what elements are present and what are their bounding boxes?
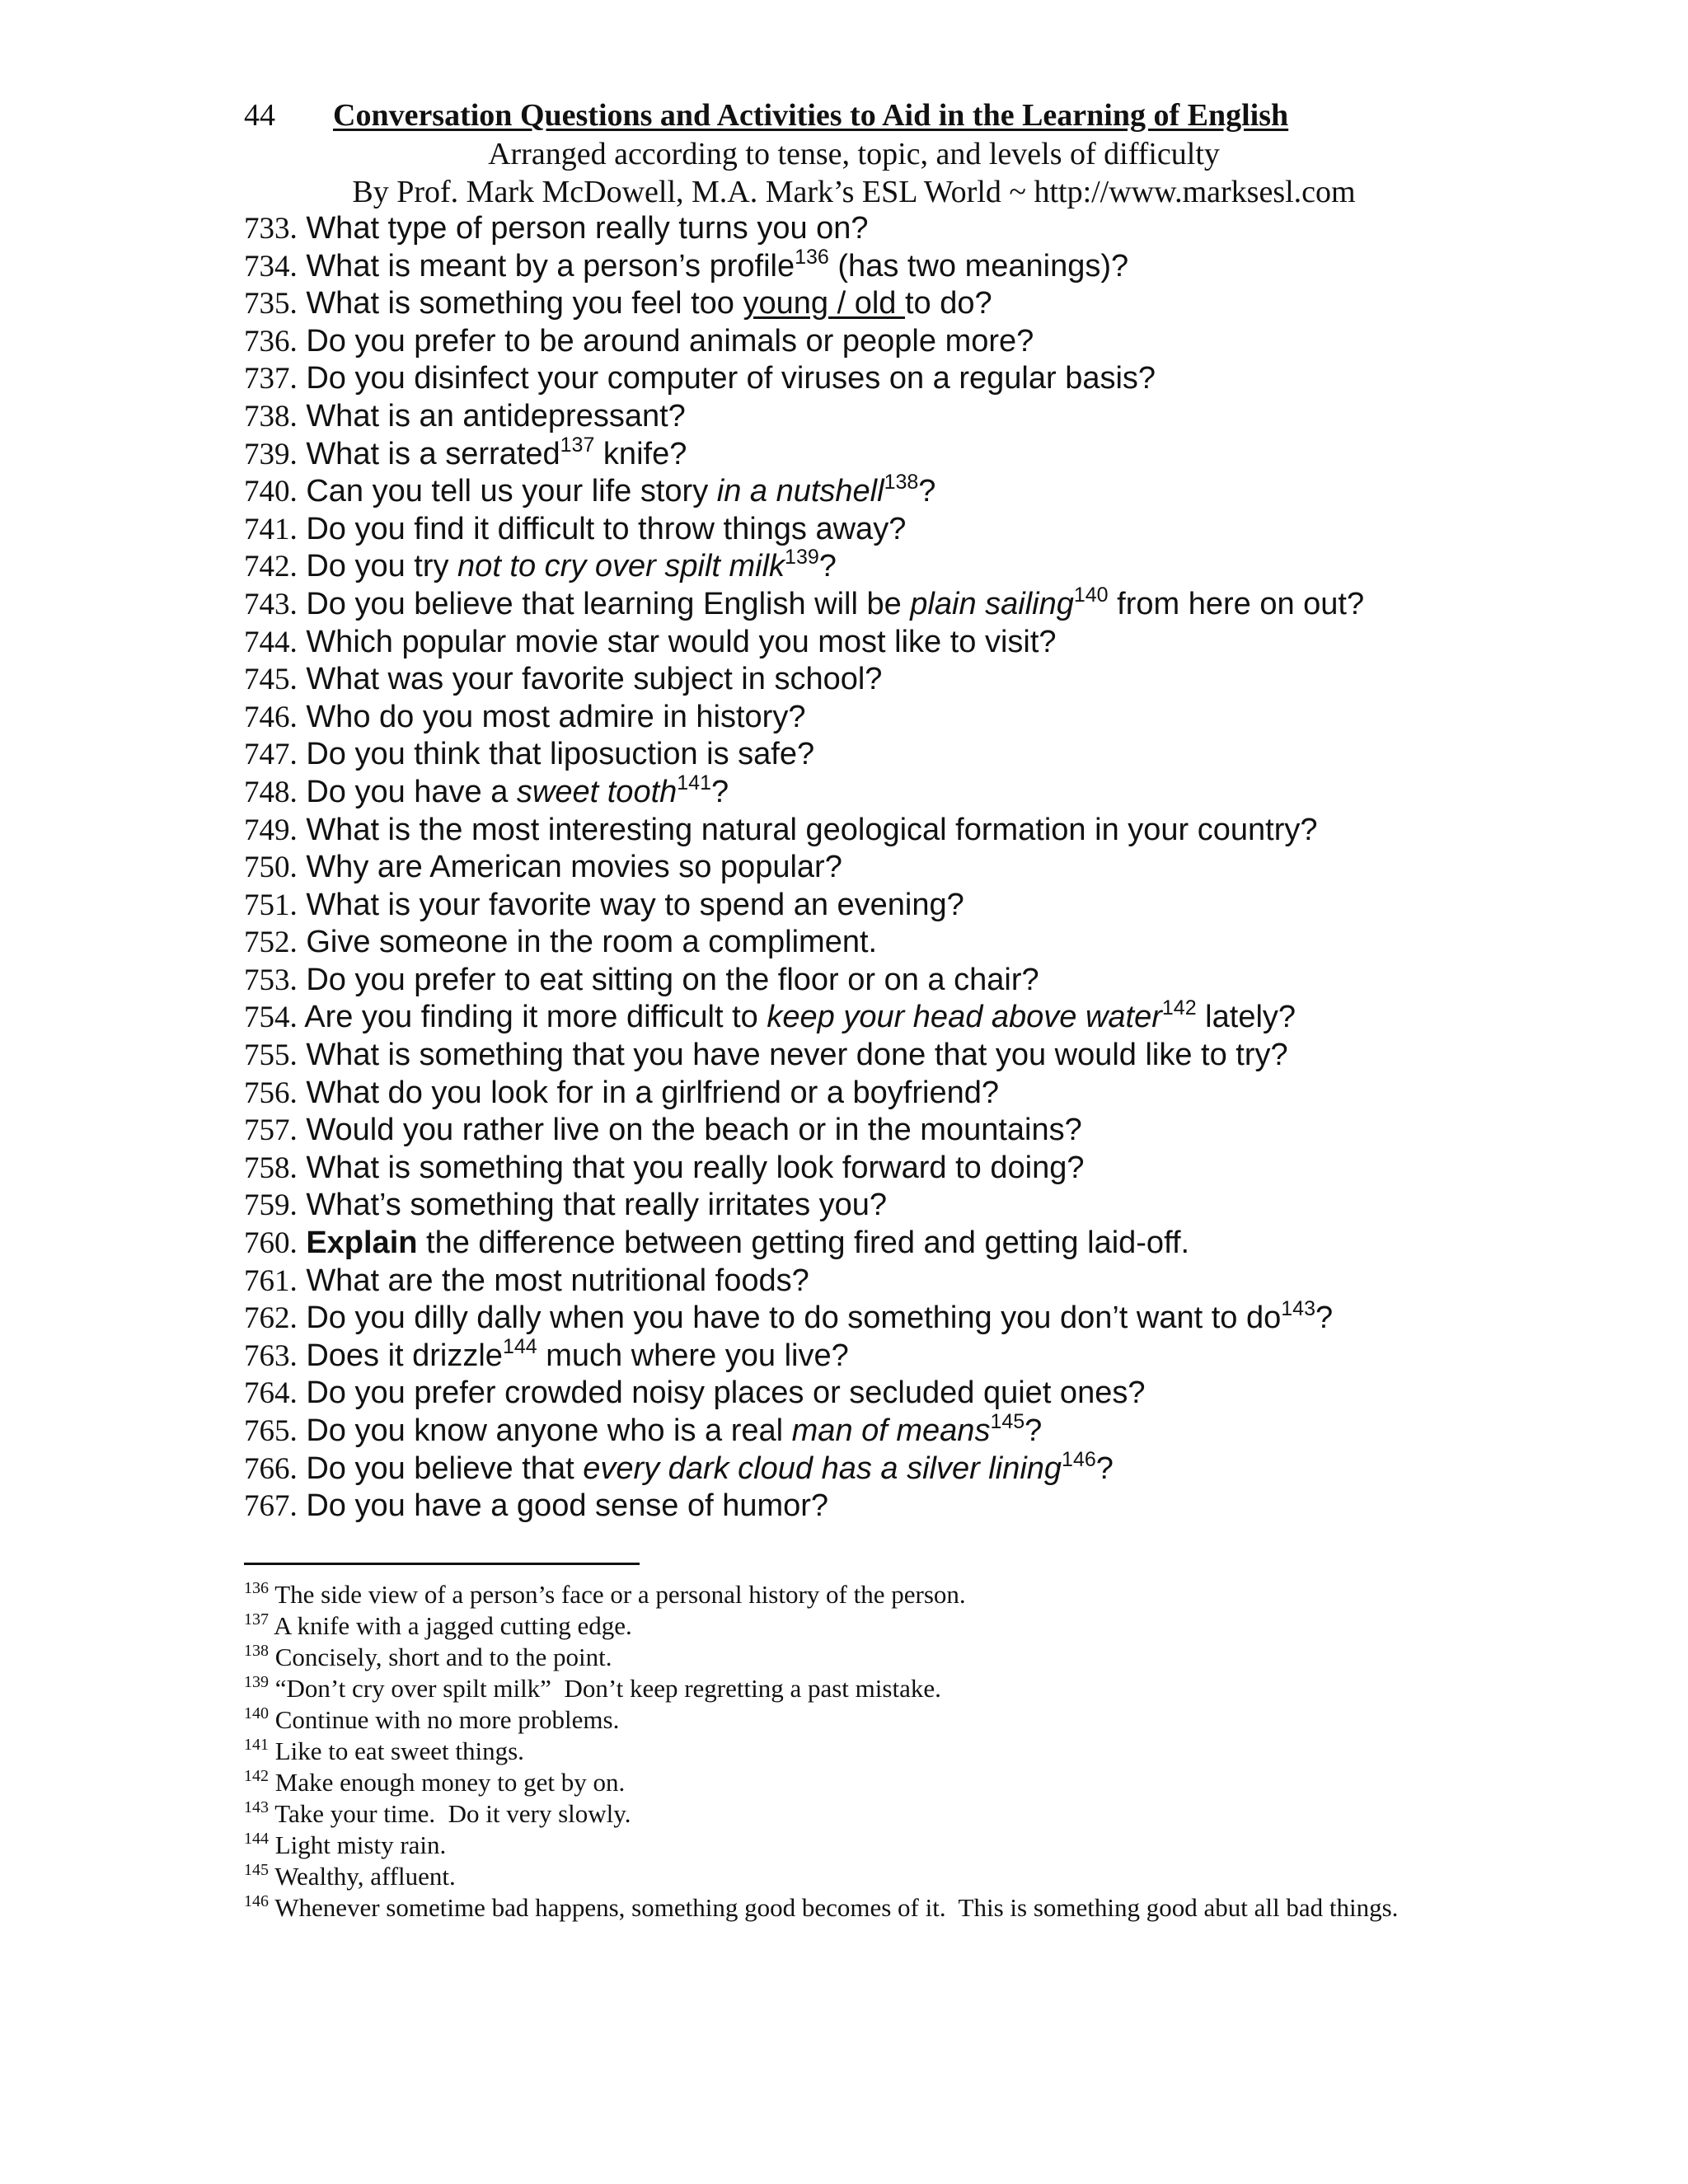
footnote-item	[244, 1579, 1414, 1610]
footnote-number: 139	[244, 1673, 269, 1691]
question-item	[244, 548, 1530, 586]
question-text: Why are American movies so popular?	[306, 850, 842, 885]
question-text: Do you dilly dally when you have to do something you don’t want to do	[306, 1301, 1282, 1336]
question-item	[244, 511, 1530, 549]
question-number: 750.	[244, 851, 298, 885]
question-text: from here on out?	[1108, 586, 1365, 621]
underlined-text: young / old	[743, 286, 905, 321]
footnote-number: 140	[244, 1704, 269, 1722]
question-text: What do you look for in a girlfriend or a boyfriend?	[306, 1075, 999, 1110]
question-item	[244, 433, 1530, 474]
question-item	[244, 1225, 1530, 1263]
question-number: 761.	[244, 1263, 298, 1298]
question-item	[244, 1297, 1530, 1338]
footnote-ref: 138	[884, 471, 919, 494]
question-number: 733.	[244, 212, 298, 246]
question-number: 751.	[244, 888, 298, 922]
idiom-text: every dark cloud has a silver lining	[583, 1451, 1062, 1486]
question-item	[244, 771, 1530, 812]
page-header	[244, 96, 1414, 211]
question-number: 743.	[244, 587, 298, 621]
question-number: 747.	[244, 738, 298, 772]
question-number: 742.	[244, 550, 298, 584]
author-byline: By Prof. Mark McDowell, M.A. Mark’s ESL World ~ http://www.marksesl.com	[352, 175, 1356, 209]
footnote-number: 142	[244, 1767, 269, 1785]
question-text: ?	[1025, 1413, 1043, 1448]
question-number: 739.	[244, 437, 298, 471]
question-number: 752.	[244, 926, 298, 960]
question-item	[244, 624, 1530, 662]
footnote-ref: 144	[502, 1334, 537, 1358]
question-text: Do you prefer crowded noisy places or secluded quiet ones?	[306, 1376, 1146, 1411]
footnote-text: Concisely, short and to the point.	[269, 1643, 612, 1671]
question-number: 749.	[244, 813, 298, 847]
footnote-ref: 146	[1062, 1447, 1096, 1471]
question-item	[244, 1410, 1530, 1451]
footnote-ref: 139	[785, 546, 819, 569]
question-text: ?	[1095, 1451, 1114, 1486]
question-number: 764.	[244, 1376, 298, 1411]
question-list	[244, 210, 1530, 1526]
question-text: What is the most interesting natural geological formation in your country?	[306, 812, 1318, 847]
question-number: 757.	[244, 1113, 298, 1148]
question-item	[244, 812, 1530, 850]
question-number: 745.	[244, 663, 298, 697]
footnote-separator	[244, 1563, 640, 1565]
question-text: Do you believe that	[306, 1451, 584, 1486]
idiom-text: keep your head above water	[767, 1000, 1162, 1035]
footnote-number: 143	[244, 1798, 269, 1816]
document-title: Conversation Questions and Activities to Aid in the Learning of English	[333, 98, 1289, 133]
question-item	[244, 849, 1530, 887]
footnote-number: 141	[244, 1736, 269, 1754]
question-number: 753.	[244, 963, 298, 997]
question-text: Who do you most admire in history?	[306, 699, 806, 734]
footnote-number: 136	[244, 1579, 269, 1597]
question-text: ?	[710, 774, 729, 809]
question-number: 758.	[244, 1151, 298, 1185]
footnote-item	[244, 1610, 1414, 1642]
question-item	[244, 996, 1530, 1037]
question-number: 748.	[244, 775, 298, 809]
footnote-number: 138	[244, 1642, 269, 1660]
question-item	[244, 1375, 1530, 1413]
question-text: the difference between getting fired and getting laid-off.	[417, 1226, 1190, 1261]
question-number: 759.	[244, 1188, 298, 1223]
question-text: What type of person really turns you on?	[306, 211, 869, 246]
question-number: 744.	[244, 625, 298, 659]
question-text: What is meant by a person’s profile	[306, 248, 795, 284]
question-number: 767.	[244, 1489, 298, 1524]
footnote-text: Make enough money to get by on.	[269, 1768, 626, 1797]
footnote-number: 144	[244, 1830, 269, 1848]
question-item	[244, 583, 1530, 624]
question-item	[244, 1263, 1530, 1301]
question-text: What are the most nutritional foods?	[306, 1263, 809, 1298]
question-item	[244, 398, 1530, 436]
question-item	[244, 924, 1530, 962]
footnote-ref: 136	[795, 245, 829, 269]
footnote-text: Whenever sometime bad happens, something good becomes of it. This is something good abut all bad things.	[269, 1893, 1399, 1922]
idiom-text: not to cry over spilt milk	[457, 549, 785, 584]
question-text: What’s something that really irritates you?	[306, 1188, 888, 1223]
question-number: 746.	[244, 700, 298, 734]
question-number: 763.	[244, 1338, 298, 1373]
footnote-text: Continue with no more problems.	[269, 1705, 620, 1734]
question-item	[244, 1488, 1530, 1526]
page-number: 44	[244, 98, 275, 133]
question-text: Do you prefer to eat sitting on the floor or on a chair?	[306, 962, 1039, 997]
question-item	[244, 1037, 1530, 1075]
footnote-item	[244, 1830, 1414, 1861]
footnote-ref: 137	[560, 433, 595, 457]
footnote-item	[244, 1861, 1414, 1892]
question-text: Do you have a	[306, 774, 517, 809]
question-text: Do you have a good sense of humor?	[306, 1488, 829, 1524]
footnote-item	[244, 1767, 1414, 1798]
question-number: 737.	[244, 362, 298, 396]
question-number: 765.	[244, 1414, 298, 1448]
idiom-text: plain sailing	[910, 586, 1074, 621]
question-number: 762.	[244, 1301, 298, 1336]
footnote-item	[244, 1798, 1414, 1830]
question-item	[244, 736, 1530, 774]
question-number: 760.	[244, 1226, 298, 1261]
question-text: ?	[818, 549, 837, 584]
footnote-item	[244, 1736, 1414, 1767]
question-text: What is something that you really look forward to doing?	[306, 1150, 1085, 1185]
footnote-ref: 145	[990, 1410, 1025, 1433]
question-text: Do you think that liposuction is safe?	[306, 737, 815, 772]
question-text: ?	[918, 474, 936, 509]
question-item	[244, 1447, 1530, 1488]
question-text: Do you prefer to be around animals or people more?	[306, 323, 1034, 359]
question-item	[244, 1075, 1530, 1113]
question-item	[244, 210, 1530, 248]
footnote-item	[244, 1892, 1414, 1924]
footnote-text: Wealthy, affluent.	[269, 1862, 456, 1891]
question-text: ?	[1315, 1301, 1334, 1336]
footnote-number: 146	[244, 1892, 269, 1910]
question-item	[244, 1112, 1530, 1150]
question-text: What is a serrated	[306, 436, 560, 471]
footnote-number: 145	[244, 1861, 269, 1879]
question-item	[244, 699, 1530, 737]
question-text: Do you try	[306, 549, 458, 584]
question-number: 740.	[244, 475, 298, 509]
question-text: Do you know anyone who is a real	[306, 1413, 792, 1448]
question-text: Do you disinfect your computer of viruses on a regular basis?	[306, 361, 1156, 396]
footnote-text: A knife with a jagged cutting edge.	[269, 1611, 632, 1640]
question-text: Are you finding it more difficult to	[304, 1000, 767, 1035]
question-text: (has two meanings)?	[828, 248, 1129, 284]
emphasis-text: Explain	[306, 1226, 418, 1261]
question-number: 766.	[244, 1451, 298, 1486]
question-number: 756.	[244, 1076, 298, 1110]
question-item	[244, 1187, 1530, 1225]
question-item	[244, 1150, 1530, 1188]
question-item	[244, 962, 1530, 1000]
footnote-list	[244, 1579, 1414, 1924]
footnote-text: Light misty rain.	[269, 1830, 447, 1859]
question-item	[244, 887, 1530, 925]
idiom-text: man of means	[791, 1413, 991, 1448]
footnote-text: “Don’t cry over spilt milk” Don’t keep regretting a past mistake.	[269, 1674, 941, 1703]
question-text: Give someone in the room a compliment.	[306, 925, 878, 960]
question-text: Would you rather live on the beach or in the mountains?	[306, 1113, 1082, 1148]
question-item	[244, 360, 1530, 398]
question-number: 754.	[244, 1001, 298, 1035]
question-text: What is your favorite way to spend an evening?	[306, 887, 964, 922]
idiom-text: in a nutshell	[716, 474, 884, 509]
question-item	[244, 285, 1530, 323]
footnote-item	[244, 1673, 1414, 1704]
footnote-ref: 141	[677, 771, 711, 794]
question-text: Can you tell us your life story	[306, 474, 717, 509]
question-text: What is something you feel too	[306, 286, 743, 321]
question-number: 741.	[244, 512, 298, 546]
question-text: lately?	[1196, 1000, 1296, 1035]
question-text: Does it drizzle	[306, 1338, 503, 1373]
question-text: knife?	[594, 436, 687, 471]
footnote-text: The side view of a person’s face or a personal history of the person.	[269, 1580, 966, 1609]
question-number: 738.	[244, 399, 298, 434]
header-title-row	[244, 96, 1414, 135]
question-number: 735.	[244, 287, 298, 321]
idiom-text: sweet tooth	[516, 774, 678, 809]
question-item	[244, 473, 1530, 511]
question-text: to do?	[904, 286, 992, 321]
question-text: What is an antidepressant?	[306, 398, 686, 434]
document-subtitle: Arranged according to tense, topic, and levels of difficulty	[488, 137, 1220, 171]
question-number: 736.	[244, 324, 298, 359]
footnote-ref: 142	[1161, 996, 1197, 1020]
footnote-number: 137	[244, 1610, 269, 1629]
question-item	[244, 661, 1530, 699]
footnote-ref: 143	[1281, 1297, 1315, 1321]
question-text: What was your favorite subject in school?	[306, 662, 883, 697]
footnote-text: Like to eat sweet things.	[269, 1736, 524, 1765]
question-text: Do you find it difficult to throw things away?	[306, 511, 907, 546]
question-text: What is something that you have never done that you would like to try?	[306, 1038, 1288, 1073]
footnote-item	[244, 1642, 1414, 1673]
question-number: 755.	[244, 1038, 298, 1073]
question-text: much where you live?	[537, 1338, 849, 1373]
footnote-ref: 140	[1073, 583, 1109, 607]
question-item	[244, 323, 1530, 361]
question-item	[244, 1334, 1530, 1376]
question-text: Which popular movie star would you most like to visit?	[306, 624, 1057, 659]
question-number: 734.	[244, 249, 298, 284]
footnote-item	[244, 1704, 1414, 1736]
question-item	[244, 245, 1530, 286]
question-text: Do you believe that learning English will be	[306, 586, 911, 621]
footnote-text: Take your time. Do it very slowly.	[269, 1799, 631, 1828]
